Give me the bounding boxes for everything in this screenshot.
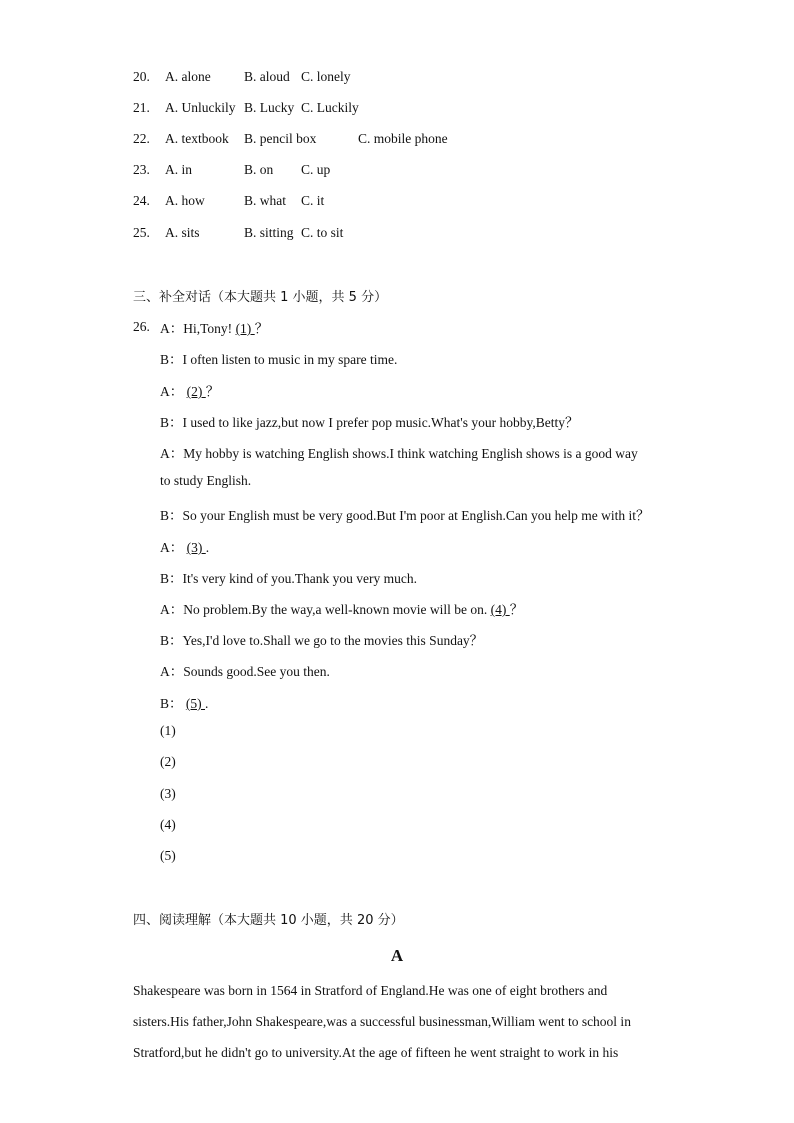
dialogue-line: A：Hi,Tony! (1) ？ bbox=[160, 321, 269, 336]
option-c: C. up bbox=[301, 162, 331, 177]
question-number: 25. bbox=[133, 225, 150, 240]
question-number: 24. bbox=[133, 193, 150, 208]
option-b: B. aloud bbox=[244, 69, 290, 84]
option-c: C. lonely bbox=[301, 69, 351, 84]
passage-line: Stratford,but he didn't go to university.At the age of fifteen he went straight to work in his bbox=[133, 1045, 619, 1060]
dialogue-line: B：It's very kind of you.Thank you very much. bbox=[160, 571, 418, 586]
option-b: B. Lucky bbox=[244, 100, 295, 115]
option-b: B. sitting bbox=[244, 225, 294, 240]
dialogue-line: to study English. bbox=[160, 473, 252, 488]
question-number: 22. bbox=[133, 131, 150, 146]
passage-title: A bbox=[390, 946, 404, 965]
option-a: A. alone bbox=[165, 69, 211, 84]
question-number: 23. bbox=[133, 162, 150, 177]
option-c: C. to sit bbox=[301, 225, 344, 240]
option-a: A. sits bbox=[165, 225, 200, 240]
passage-line: Shakespeare was born in 1564 in Stratford of England.He was one of eight brothers and bbox=[133, 983, 608, 998]
question-number: 20. bbox=[133, 69, 150, 84]
option-b: B. on bbox=[244, 162, 274, 177]
option-c: C. Luckily bbox=[301, 100, 359, 115]
blank: (5) bbox=[185, 696, 206, 711]
option-c: C. it bbox=[301, 193, 325, 208]
section-heading-reading: 四、阅读理解（本大题共 10 小题，共 20 分） bbox=[133, 913, 404, 928]
option-b: B. what bbox=[244, 193, 286, 208]
option-a: A. Unluckily bbox=[165, 100, 236, 115]
option-a: A. textbook bbox=[165, 131, 229, 146]
passage-line: sisters.His father,John Shakespeare,was a successful businessman,William went to school in bbox=[133, 1014, 631, 1029]
blank: (3) bbox=[186, 540, 206, 555]
answer-slot: (5) bbox=[160, 848, 176, 863]
dialogue-line: B：So your English must be very good.But I'm poor at English.Can you help me with it？ bbox=[160, 508, 650, 523]
question-number: 26. bbox=[133, 319, 150, 334]
option-c: C. mobile phone bbox=[358, 131, 448, 146]
option-b: B. pencil box bbox=[244, 131, 317, 146]
dialogue-line: A： (2) ？ bbox=[160, 384, 220, 399]
option-a: A. how bbox=[165, 193, 205, 208]
section-heading-dialogue: 三、补全对话（本大题共 1 小题，共 5 分） bbox=[133, 290, 388, 305]
dialogue-line: B：Yes,I'd love to.Shall we go to the movies this Sunday？ bbox=[160, 633, 484, 648]
blank: (2) bbox=[186, 384, 206, 399]
dialogue-line: A：Sounds good.See you then. bbox=[160, 664, 330, 679]
blank: (4) bbox=[490, 602, 510, 617]
answer-slot: (1) bbox=[160, 723, 176, 738]
option-a: A. in bbox=[165, 162, 192, 177]
dialogue-line: B：I often listen to music in my spare time. bbox=[160, 352, 398, 367]
dialogue-line: A： (3) . bbox=[160, 540, 210, 555]
answer-slot: (4) bbox=[160, 817, 176, 832]
dialogue-line: B： (5) . bbox=[160, 696, 209, 711]
dialogue-line: A：No problem.By the way,a well-known movie will be on. (4) ？ bbox=[160, 602, 524, 617]
answer-slot: (3) bbox=[160, 786, 176, 801]
question-number: 21. bbox=[133, 100, 150, 115]
dialogue-line: A：My hobby is watching English shows.I think watching English shows is a good way bbox=[160, 446, 638, 461]
answer-slot: (2) bbox=[160, 754, 176, 769]
blank: (1) bbox=[235, 321, 255, 336]
dialogue-line: B：I used to like jazz,but now I prefer pop music.What's your hobby,Betty？ bbox=[160, 415, 579, 430]
